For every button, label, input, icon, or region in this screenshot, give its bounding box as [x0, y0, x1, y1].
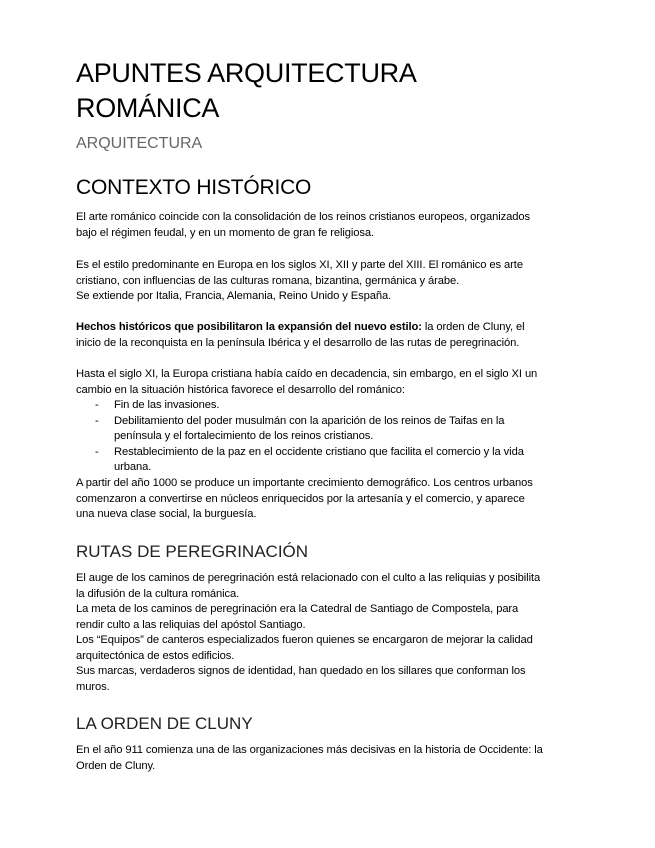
text-line: Fin de las invasiones. — [114, 399, 220, 411]
text-line: cristiano, con influencias de las culturas romana, bizantina, germánica y árabe. — [76, 274, 460, 287]
document-title — [76, 56, 556, 126]
text-line: En el año 911 comienza una de las organizaciones más decisivas en la historia de Occidente: la — [76, 744, 543, 756]
section-heading-contexto: CONTEXTO HISTÓRICO — [76, 176, 312, 199]
bold-lead-text: Hechos históricos que posibilitaron la expansión del nuevo estilo: — [76, 321, 422, 333]
text-line: arquitectónica de estos edificios. — [76, 649, 235, 662]
text-line: cambio en la situación histórica favorece el desarrollo del románico: — [76, 383, 405, 396]
list-marker: - — [95, 399, 99, 411]
paragraph — [76, 258, 582, 305]
text-line: bajo el régimen feudal, y en un momento de gran fe religiosa. — [76, 226, 375, 239]
text-line: Se extiende por Italia, Francia, Alemania, Reino Unido y España. — [76, 290, 392, 302]
text-line: El auge de los caminos de peregrinación está relacionado con el culto a las reliquias y posibilita — [76, 572, 541, 584]
text-line: rendir culto a las reliquias del apóstol Santiago. — [76, 618, 306, 631]
text-line: Orden de Cluny. — [76, 759, 156, 772]
list-item — [76, 414, 582, 445]
text-line: muros. — [76, 680, 110, 693]
text-line: Hasta el siglo XI, la Europa cristiana había caído en decadencia, sin embargo, en el siglo XI un — [76, 368, 538, 380]
paragraph — [76, 320, 582, 351]
text-line: La meta de los caminos de peregrinación era la Catedral de Santiago de Compostela, para — [76, 603, 519, 615]
section-heading-rutas: RUTAS DE PEREGRINACIÓN — [76, 542, 309, 561]
text-line — [76, 320, 582, 336]
text-line: Debilitamiento del poder musulmán con la aparición de los reinos de Taifas en la — [114, 414, 505, 427]
text-line: inicio de la reconquista en la península Ibérica y el desarrollo de las rutas de peregrinación. — [76, 336, 520, 349]
text-line: península y el fortalecimiento de los reinos cristianos. — [114, 430, 374, 442]
document-title-line: APUNTES ARQUITECTURA — [76, 58, 417, 88]
paragraph — [76, 476, 582, 523]
text-run: la orden de Cluny, el — [421, 321, 525, 333]
paragraph — [76, 571, 582, 695]
section-heading-cluny: LA ORDEN DE CLUNY — [76, 714, 253, 733]
text-line: A partir del año 1000 se produce un importante crecimiento demográfico. Los centros urbanos — [76, 477, 533, 489]
text-line: comenzaron a convertirse en núcleos enriquecidos por la artesanía y el comercio, y aparece — [76, 492, 525, 505]
text-line: Es el estilo predominante en Europa en los siglos XI, XII y parte del XIII. El románico es arte — [76, 259, 523, 271]
paragraph — [76, 210, 582, 241]
list-marker: - — [95, 445, 99, 458]
document-title-line: ROMÁNICA — [76, 93, 220, 123]
paragraph — [76, 743, 582, 774]
paragraph — [76, 367, 582, 398]
text-line: una nueva clase social, la burguesía. — [76, 508, 257, 520]
list-marker: - — [95, 414, 99, 427]
list-item — [76, 398, 582, 414]
text-line: urbana. — [114, 461, 152, 473]
bullet-list — [76, 398, 582, 476]
text-line: Los “Equipos” de canteros especializados fueron quienes se encargaron de mejorar la calidad — [76, 634, 533, 646]
text-line: la difusión de la cultura románica. — [76, 587, 240, 600]
text-line: Sus marcas, verdaderos signos de identidad, han quedado en los sillares que conforman los — [76, 665, 526, 677]
document-subtitle: ARQUITECTURA — [76, 135, 203, 152]
text-line: El arte románico coincide con la consolidación de los reinos cristianos europeos, organizados — [76, 211, 530, 223]
text-line: Restablecimiento de la paz en el occidente cristiano que facilita el comercio y la vida — [114, 445, 524, 458]
list-item — [76, 445, 582, 476]
